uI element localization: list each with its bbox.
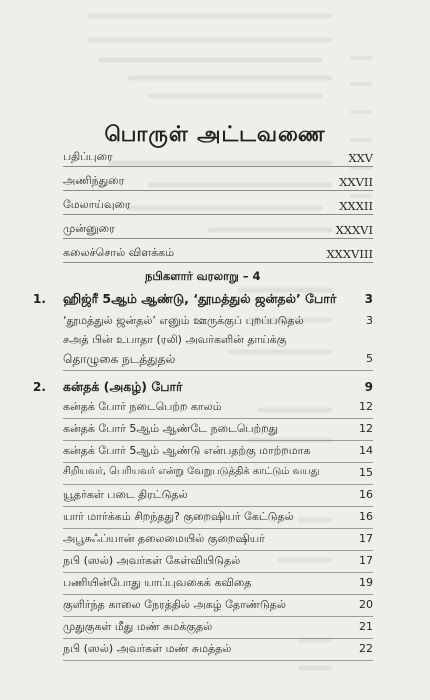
toc-entry [63, 400, 373, 418]
entry-label: தொழுகை நடத்துதல் [63, 352, 176, 366]
toc-entry [63, 510, 373, 528]
entry-label: குளிர்ந்த காலை நேரத்தில் அகழ் தோண்டுதல் [63, 598, 286, 611]
toc-entry [63, 314, 373, 332]
row-divider [63, 660, 373, 661]
front-matter-page: XXVII [339, 175, 373, 189]
entry-label: அபூசுஃப்யான் தலைமையில் குறைஷியர் [63, 532, 265, 545]
entry-label: ‘தூமத்துல் ஜன்தல்’ எனும் ஊருக்குப் புறப்படுதல் [63, 314, 304, 327]
row-divider [63, 440, 373, 441]
entry-label: சிறியவர், பெரியவர் என்று வேறுபடுத்திக் காட்டும் வயது [63, 466, 320, 477]
row-divider [63, 572, 373, 573]
entry-page: 3 [366, 314, 373, 327]
front-matter-page: XXV [348, 151, 373, 165]
chapter-page: 9 [364, 380, 373, 394]
front-matter-label: அணிந்துரை [63, 174, 125, 187]
entry-label: யார் மார்க்கம் சிறந்தது? குறைஷியர் கேட்டுதல் [63, 510, 294, 523]
toc-entry [63, 444, 373, 462]
row-divider [63, 166, 373, 167]
front-matter-label: மேலாய்வுரை [63, 198, 131, 211]
row-divider [63, 462, 373, 463]
entry-label: நபி (ஸல்) அவர்கள் மண் சுமத்தல் [63, 642, 232, 655]
toc-entry [63, 422, 373, 440]
entry-page: 14 [359, 444, 373, 457]
row-divider [63, 638, 373, 639]
entry-label: கன்தக் போர் நடைபெற்ற காலம் [63, 400, 222, 413]
front-matter-row [63, 246, 373, 261]
entry-label: பணியின்போது யாப்புவகைக் கவிதை [63, 576, 252, 589]
entry-page: 15 [359, 466, 373, 479]
section-heading: நபிகளார் வரலாறு – 4 [145, 269, 261, 283]
chapter-page: 3 [364, 292, 373, 306]
toc-entry [63, 532, 373, 550]
entry-label: கன்தக் போர் 5ஆம் ஆண்டு என்பதற்கு மாற்றமாக [63, 444, 311, 457]
front-matter-page: XXXVIII [326, 247, 373, 261]
toc-entry [63, 598, 373, 616]
entry-page: 12 [359, 400, 373, 413]
entry-label: நபி (ஸல்) அவர்கள் கேள்வியிடுதல் [63, 554, 241, 567]
row-divider [63, 370, 373, 371]
row-divider [63, 484, 373, 485]
entry-label: சஅத் பின் உபாதா (ரலி) அவர்களின் தாய்க்கு [63, 333, 287, 346]
chapter-title: கன்தக் (அகழ்) போர் [63, 379, 183, 394]
entry-label: முதுகுகள் மீது மண் சுமக்குதல் [63, 620, 213, 633]
toc-entry [63, 554, 373, 572]
entry-label: யூதர்கள் படை திரட்டுதல் [63, 488, 188, 501]
row-divider [63, 528, 373, 529]
toc-entry [63, 488, 373, 506]
row-divider [63, 190, 373, 191]
front-matter-label: முன்னுரை [63, 222, 115, 235]
row-divider [63, 594, 373, 595]
front-matter-label: பதிப்புரை [63, 150, 113, 163]
row-divider [63, 616, 373, 617]
entry-page: 17 [359, 532, 373, 545]
row-divider [63, 214, 373, 215]
toc-entry [63, 352, 373, 370]
row-divider [63, 550, 373, 551]
entry-page: 12 [359, 422, 373, 435]
entry-page: 16 [359, 510, 373, 523]
front-matter-row [63, 174, 373, 189]
toc-entry [63, 333, 373, 351]
entry-page: 20 [359, 598, 373, 611]
toc-entry [63, 642, 373, 660]
front-matter-row [63, 198, 373, 213]
front-matter-row [63, 150, 373, 165]
row-divider [63, 418, 373, 419]
entry-page: 17 [359, 554, 373, 567]
row-divider [63, 506, 373, 507]
page-title: பொருள் அட்டவணை [104, 122, 326, 146]
chapter-number: 2. [33, 380, 46, 394]
front-matter-page: XXXVI [335, 223, 373, 237]
entry-label: கன்தக் போர் 5ஆம் ஆண்டே நடைபெற்றது [63, 422, 279, 435]
entry-page: 21 [359, 620, 373, 633]
row-divider [63, 238, 373, 239]
chapter-number: 1. [33, 292, 46, 306]
front-matter-label: கலைச்சொல் விளக்கம் [63, 246, 175, 259]
row-divider [63, 262, 373, 263]
toc-entry [63, 620, 373, 638]
entry-page: 22 [359, 642, 373, 655]
chapter-title: ஹிஜ்ரீ 5ஆம் ஆண்டு, ‘தூமத்துல் ஜன்தல்’ போர் [63, 291, 337, 306]
toc-entry [63, 576, 373, 594]
entry-page: 5 [366, 352, 373, 365]
front-matter-page: XXXII [339, 199, 373, 213]
entry-page: 16 [359, 488, 373, 501]
entry-page: 19 [359, 576, 373, 589]
toc-entry [63, 466, 373, 484]
front-matter-row [63, 222, 373, 237]
